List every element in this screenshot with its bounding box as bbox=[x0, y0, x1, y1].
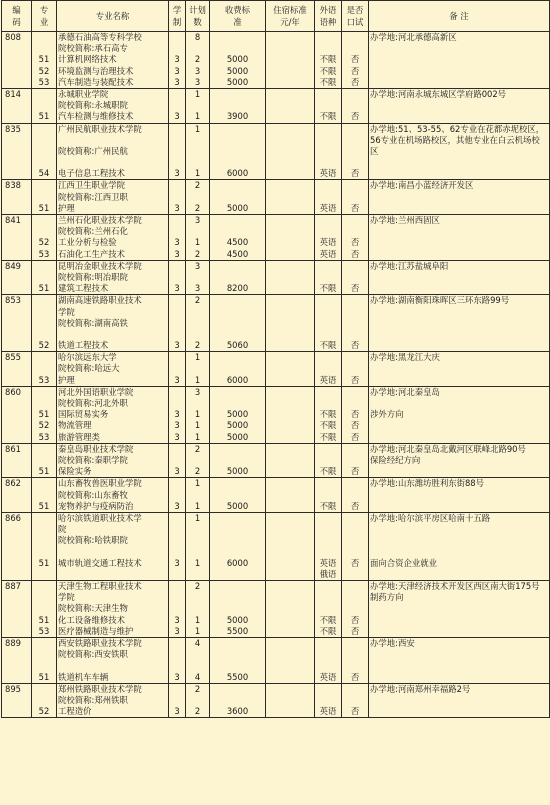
tuition-fee: 5500 bbox=[210, 637, 266, 683]
note: 办学地:兰州西固区 bbox=[369, 215, 550, 261]
major-code: 51 53 bbox=[32, 581, 57, 638]
note: 办学地:河北秦皇岛北戴河区联峰北路90号 保险经纪方向 bbox=[369, 443, 550, 478]
foreign-language: 不限 bbox=[315, 260, 342, 295]
oral-exam: 否 bbox=[342, 637, 369, 683]
lodging-fee bbox=[266, 637, 315, 683]
plan-count: 2 2 bbox=[186, 180, 210, 215]
table-row bbox=[2, 88, 550, 123]
oral-exam: 否 bbox=[342, 683, 369, 718]
tuition-fee: 5060 bbox=[210, 295, 266, 352]
oral-exam: 否 bbox=[342, 443, 369, 478]
major-code: 51 bbox=[32, 443, 57, 478]
lodging-fee bbox=[266, 512, 315, 580]
note: 办学地:西安 bbox=[369, 637, 550, 683]
lodging-fee bbox=[266, 386, 315, 443]
tuition-fee: 4500 4500 bbox=[210, 215, 266, 261]
major-name: 兰州石化职业技术学院 院校简称:兰州石化 工业分析与检验 石油化工生产技术 bbox=[57, 215, 169, 261]
header-major-code: 专 业 bbox=[32, 1, 57, 32]
foreign-language: 不限 bbox=[315, 88, 342, 123]
lodging-fee bbox=[266, 215, 315, 261]
foreign-language: 不限 不限 不限 bbox=[315, 32, 342, 89]
table-row bbox=[2, 581, 550, 638]
years: 3 bbox=[169, 295, 186, 352]
major-code: 51 bbox=[32, 260, 57, 295]
table-row bbox=[2, 352, 550, 387]
note: 办学地:黑龙江大庆 bbox=[369, 352, 550, 387]
table-row bbox=[2, 512, 550, 580]
years: 3 bbox=[169, 443, 186, 478]
foreign-language: 英语 bbox=[315, 683, 342, 718]
tuition-fee: 5000 5000 5000 bbox=[210, 32, 266, 89]
years: 3 bbox=[169, 260, 186, 295]
major-code: 51 bbox=[32, 478, 57, 513]
major-code: 52 bbox=[32, 295, 57, 352]
foreign-language: 英语 俄语 bbox=[315, 512, 342, 580]
years: 3 bbox=[169, 88, 186, 123]
lodging-fee bbox=[266, 478, 315, 513]
plan-count: 3 1 2 bbox=[186, 215, 210, 261]
header-name: 专业名称 bbox=[57, 1, 169, 32]
foreign-language: 不限 不限 不限 bbox=[315, 386, 342, 443]
note: 办学地:河南永城东城区学府路002号 bbox=[369, 88, 550, 123]
header-plan: 计划 数 bbox=[186, 1, 210, 32]
oral-exam: 否 否 否 bbox=[342, 386, 369, 443]
plan-count: 8 2 3 3 bbox=[186, 32, 210, 89]
major-code: 51 bbox=[32, 180, 57, 215]
major-code: 53 bbox=[32, 352, 57, 387]
note: 办学地:河北承德高新区 bbox=[369, 32, 550, 89]
school-code: 838 bbox=[2, 180, 32, 215]
major-code: 51 bbox=[32, 88, 57, 123]
school-code: 853 bbox=[2, 295, 32, 352]
foreign-language: 不限 bbox=[315, 478, 342, 513]
years: 3 bbox=[169, 512, 186, 580]
years: 3 3 bbox=[169, 215, 186, 261]
oral-exam: 否 否 bbox=[342, 581, 369, 638]
lodging-fee bbox=[266, 260, 315, 295]
note: 办学地:南昌小蓝经济开发区 bbox=[369, 180, 550, 215]
note: 办学地:河北秦皇岛 涉外方向 bbox=[369, 386, 550, 443]
tuition-fee: 6000 bbox=[210, 123, 266, 180]
tuition-fee: 6000 bbox=[210, 352, 266, 387]
table-row bbox=[2, 443, 550, 478]
header-oral: 是否 口试 bbox=[342, 1, 369, 32]
school-code: 835 bbox=[2, 123, 32, 180]
major-name: 永城职业学院 院校简称:永城职院 汽车检测与维修技术 bbox=[57, 88, 169, 123]
plan-count: 1 1 bbox=[186, 478, 210, 513]
major-code: 51 52 53 bbox=[32, 386, 57, 443]
major-name: 江西卫生职业学院 院校简称:江西卫职 护理 bbox=[57, 180, 169, 215]
oral-exam: 否 bbox=[342, 88, 369, 123]
lodging-fee bbox=[266, 88, 315, 123]
lodging-fee bbox=[266, 123, 315, 180]
foreign-language: 不限 bbox=[315, 443, 342, 478]
school-code: 862 bbox=[2, 478, 32, 513]
plan-count: 2 1 1 bbox=[186, 581, 210, 638]
school-code: 841 bbox=[2, 215, 32, 261]
major-code: 51 bbox=[32, 637, 57, 683]
oral-exam: 否 bbox=[342, 295, 369, 352]
tuition-fee: 5000 5500 bbox=[210, 581, 266, 638]
major-name: 河北外国语职业学院 院校简称:河北外职 国际贸易实务 物流管理 旅游管理类 bbox=[57, 386, 169, 443]
plan-count: 1 1 bbox=[186, 512, 210, 580]
oral-exam: 否 bbox=[342, 260, 369, 295]
table-row bbox=[2, 386, 550, 443]
foreign-language: 英语 bbox=[315, 637, 342, 683]
note: 办学地:哈尔滨平房区哈南十五路 面向合资企业就业 bbox=[369, 512, 550, 580]
tuition-fee: 5000 bbox=[210, 180, 266, 215]
note: 办学地:51、53-55、62专业在花都赤坭校区，56专业在机场路校区，其他专业在白云机场校区 bbox=[369, 123, 550, 180]
lodging-fee bbox=[266, 683, 315, 718]
plan-count: 2 2 bbox=[186, 443, 210, 478]
lodging-fee bbox=[266, 295, 315, 352]
years: 3 bbox=[169, 180, 186, 215]
table-row bbox=[2, 478, 550, 513]
plan-count: 2 2 bbox=[186, 295, 210, 352]
tuition-fee: 5000 bbox=[210, 478, 266, 513]
school-code: 808 bbox=[2, 32, 32, 89]
foreign-language: 英语 bbox=[315, 180, 342, 215]
header-years: 学 制 bbox=[169, 1, 186, 32]
school-code: 855 bbox=[2, 352, 32, 387]
tuition-fee: 3900 bbox=[210, 88, 266, 123]
tuition-fee: 8200 bbox=[210, 260, 266, 295]
school-code: 895 bbox=[2, 683, 32, 718]
note: 办学地:山东潍坊胜利东街88号 bbox=[369, 478, 550, 513]
school-code: 887 bbox=[2, 581, 32, 638]
plan-count: 2 2 bbox=[186, 683, 210, 718]
note: 办学地:天津经济技术开发区西区南大街175号 制药方向 bbox=[369, 581, 550, 638]
years: 3 bbox=[169, 683, 186, 718]
major-name: 哈尔滨铁道职业技术学 院 院校简称:哈铁职院 城市轨道交通工程技术 bbox=[57, 512, 169, 580]
major-name: 哈尔滨远东大学 院校简称:哈远大 护理 bbox=[57, 352, 169, 387]
note: 办学地:河南郑州幸福路2号 bbox=[369, 683, 550, 718]
school-code: 866 bbox=[2, 512, 32, 580]
plan-count: 1 1 bbox=[186, 88, 210, 123]
major-code: 51 bbox=[32, 512, 57, 580]
table-row bbox=[2, 32, 550, 89]
plan-count: 1 1 bbox=[186, 352, 210, 387]
major-name: 郑州铁路职业技术学院 院校简称:郑州铁职 工程造价 bbox=[57, 683, 169, 718]
note: 办学地:江苏盐城阜阳 bbox=[369, 260, 550, 295]
years: 3 3 bbox=[169, 581, 186, 638]
oral-exam: 否 bbox=[342, 478, 369, 513]
lodging-fee bbox=[266, 352, 315, 387]
tuition-fee: 6000 bbox=[210, 512, 266, 580]
lodging-fee bbox=[266, 581, 315, 638]
years: 3 bbox=[169, 478, 186, 513]
table-row bbox=[2, 637, 550, 683]
school-code: 861 bbox=[2, 443, 32, 478]
lodging-fee bbox=[266, 443, 315, 478]
table-row bbox=[2, 260, 550, 295]
foreign-language: 英语 英语 bbox=[315, 215, 342, 261]
oral-exam: 否 bbox=[342, 512, 369, 580]
major-name: 天津生物工程职业技术 学院 院校简称:天津生物 化工设备维修技术 医疗器械制造与维护 bbox=[57, 581, 169, 638]
major-code: 51 52 53 bbox=[32, 32, 57, 89]
school-code: 814 bbox=[2, 88, 32, 123]
school-code: 889 bbox=[2, 637, 32, 683]
years: 3 bbox=[169, 352, 186, 387]
foreign-language: 不限 不限 bbox=[315, 581, 342, 638]
years: 3 3 3 bbox=[169, 386, 186, 443]
plan-count: 4 4 bbox=[186, 637, 210, 683]
major-name: 西安铁路职业技术学院 院校简称:西安铁职 铁道机车车辆 bbox=[57, 637, 169, 683]
oral-exam: 否 否 bbox=[342, 215, 369, 261]
foreign-language: 不限 bbox=[315, 295, 342, 352]
oral-exam: 否 bbox=[342, 180, 369, 215]
table-row bbox=[2, 295, 550, 352]
lodging-fee bbox=[266, 180, 315, 215]
oral-exam: 否 bbox=[342, 352, 369, 387]
header-lodging: 住宿标准 元/年 bbox=[266, 1, 315, 32]
table-row bbox=[2, 683, 550, 718]
lodging-fee bbox=[266, 32, 315, 89]
plan-count: 3 3 bbox=[186, 260, 210, 295]
header-note: 备 注 bbox=[369, 1, 550, 32]
foreign-language: 英语 bbox=[315, 123, 342, 180]
major-code: 52 53 bbox=[32, 215, 57, 261]
major-name: 秦皇岛职业技术学院 院校简称:秦职学院 保险实务 bbox=[57, 443, 169, 478]
major-name: 湖南高速铁路职业技术 学院 院校简称:湖南高铁 铁道工程技术 bbox=[57, 295, 169, 352]
oral-exam: 否 否 否 bbox=[342, 32, 369, 89]
oral-exam: 否 bbox=[342, 123, 369, 180]
header-language: 外语 语种 bbox=[315, 1, 342, 32]
major-code: 54 bbox=[32, 123, 57, 180]
plan-count: 1 1 bbox=[186, 123, 210, 180]
years: 3 bbox=[169, 123, 186, 180]
table-row bbox=[2, 180, 550, 215]
table-row bbox=[2, 215, 550, 261]
school-code: 849 bbox=[2, 260, 32, 295]
table-row bbox=[2, 123, 550, 180]
foreign-language: 英语 bbox=[315, 352, 342, 387]
note: 办学地:湖南衡阳珠晖区三环东路99号 bbox=[369, 295, 550, 352]
plan-count: 3 1 1 1 bbox=[186, 386, 210, 443]
header-row bbox=[2, 1, 550, 32]
header-fee: 收费标 准 bbox=[210, 1, 266, 32]
major-name: 山东畜牧兽医职业学院 院校简称:山东畜牧 宠物养护与疫病防治 bbox=[57, 478, 169, 513]
years: 3 bbox=[169, 637, 186, 683]
tuition-fee: 5000 bbox=[210, 443, 266, 478]
school-code: 860 bbox=[2, 386, 32, 443]
tuition-fee: 3600 bbox=[210, 683, 266, 718]
header-code: 编 码 bbox=[2, 1, 32, 32]
tuition-fee: 5000 5000 5000 bbox=[210, 386, 266, 443]
major-name: 广州民航职业技术学院 院校简称:广州民航 电子信息工程技术 bbox=[57, 123, 169, 180]
major-name: 承德石油高等专科学校 院校简称:承石高专 计算机网络技术 环境监测与治理技术 汽车制造与装配技术 bbox=[57, 32, 169, 89]
enrollment-table bbox=[1, 0, 550, 718]
major-code: 52 bbox=[32, 683, 57, 718]
years: 3 3 3 bbox=[169, 32, 186, 89]
major-name: 昆明冶金职业技术学院 院校简称:明冶职院 建筑工程技术 bbox=[57, 260, 169, 295]
